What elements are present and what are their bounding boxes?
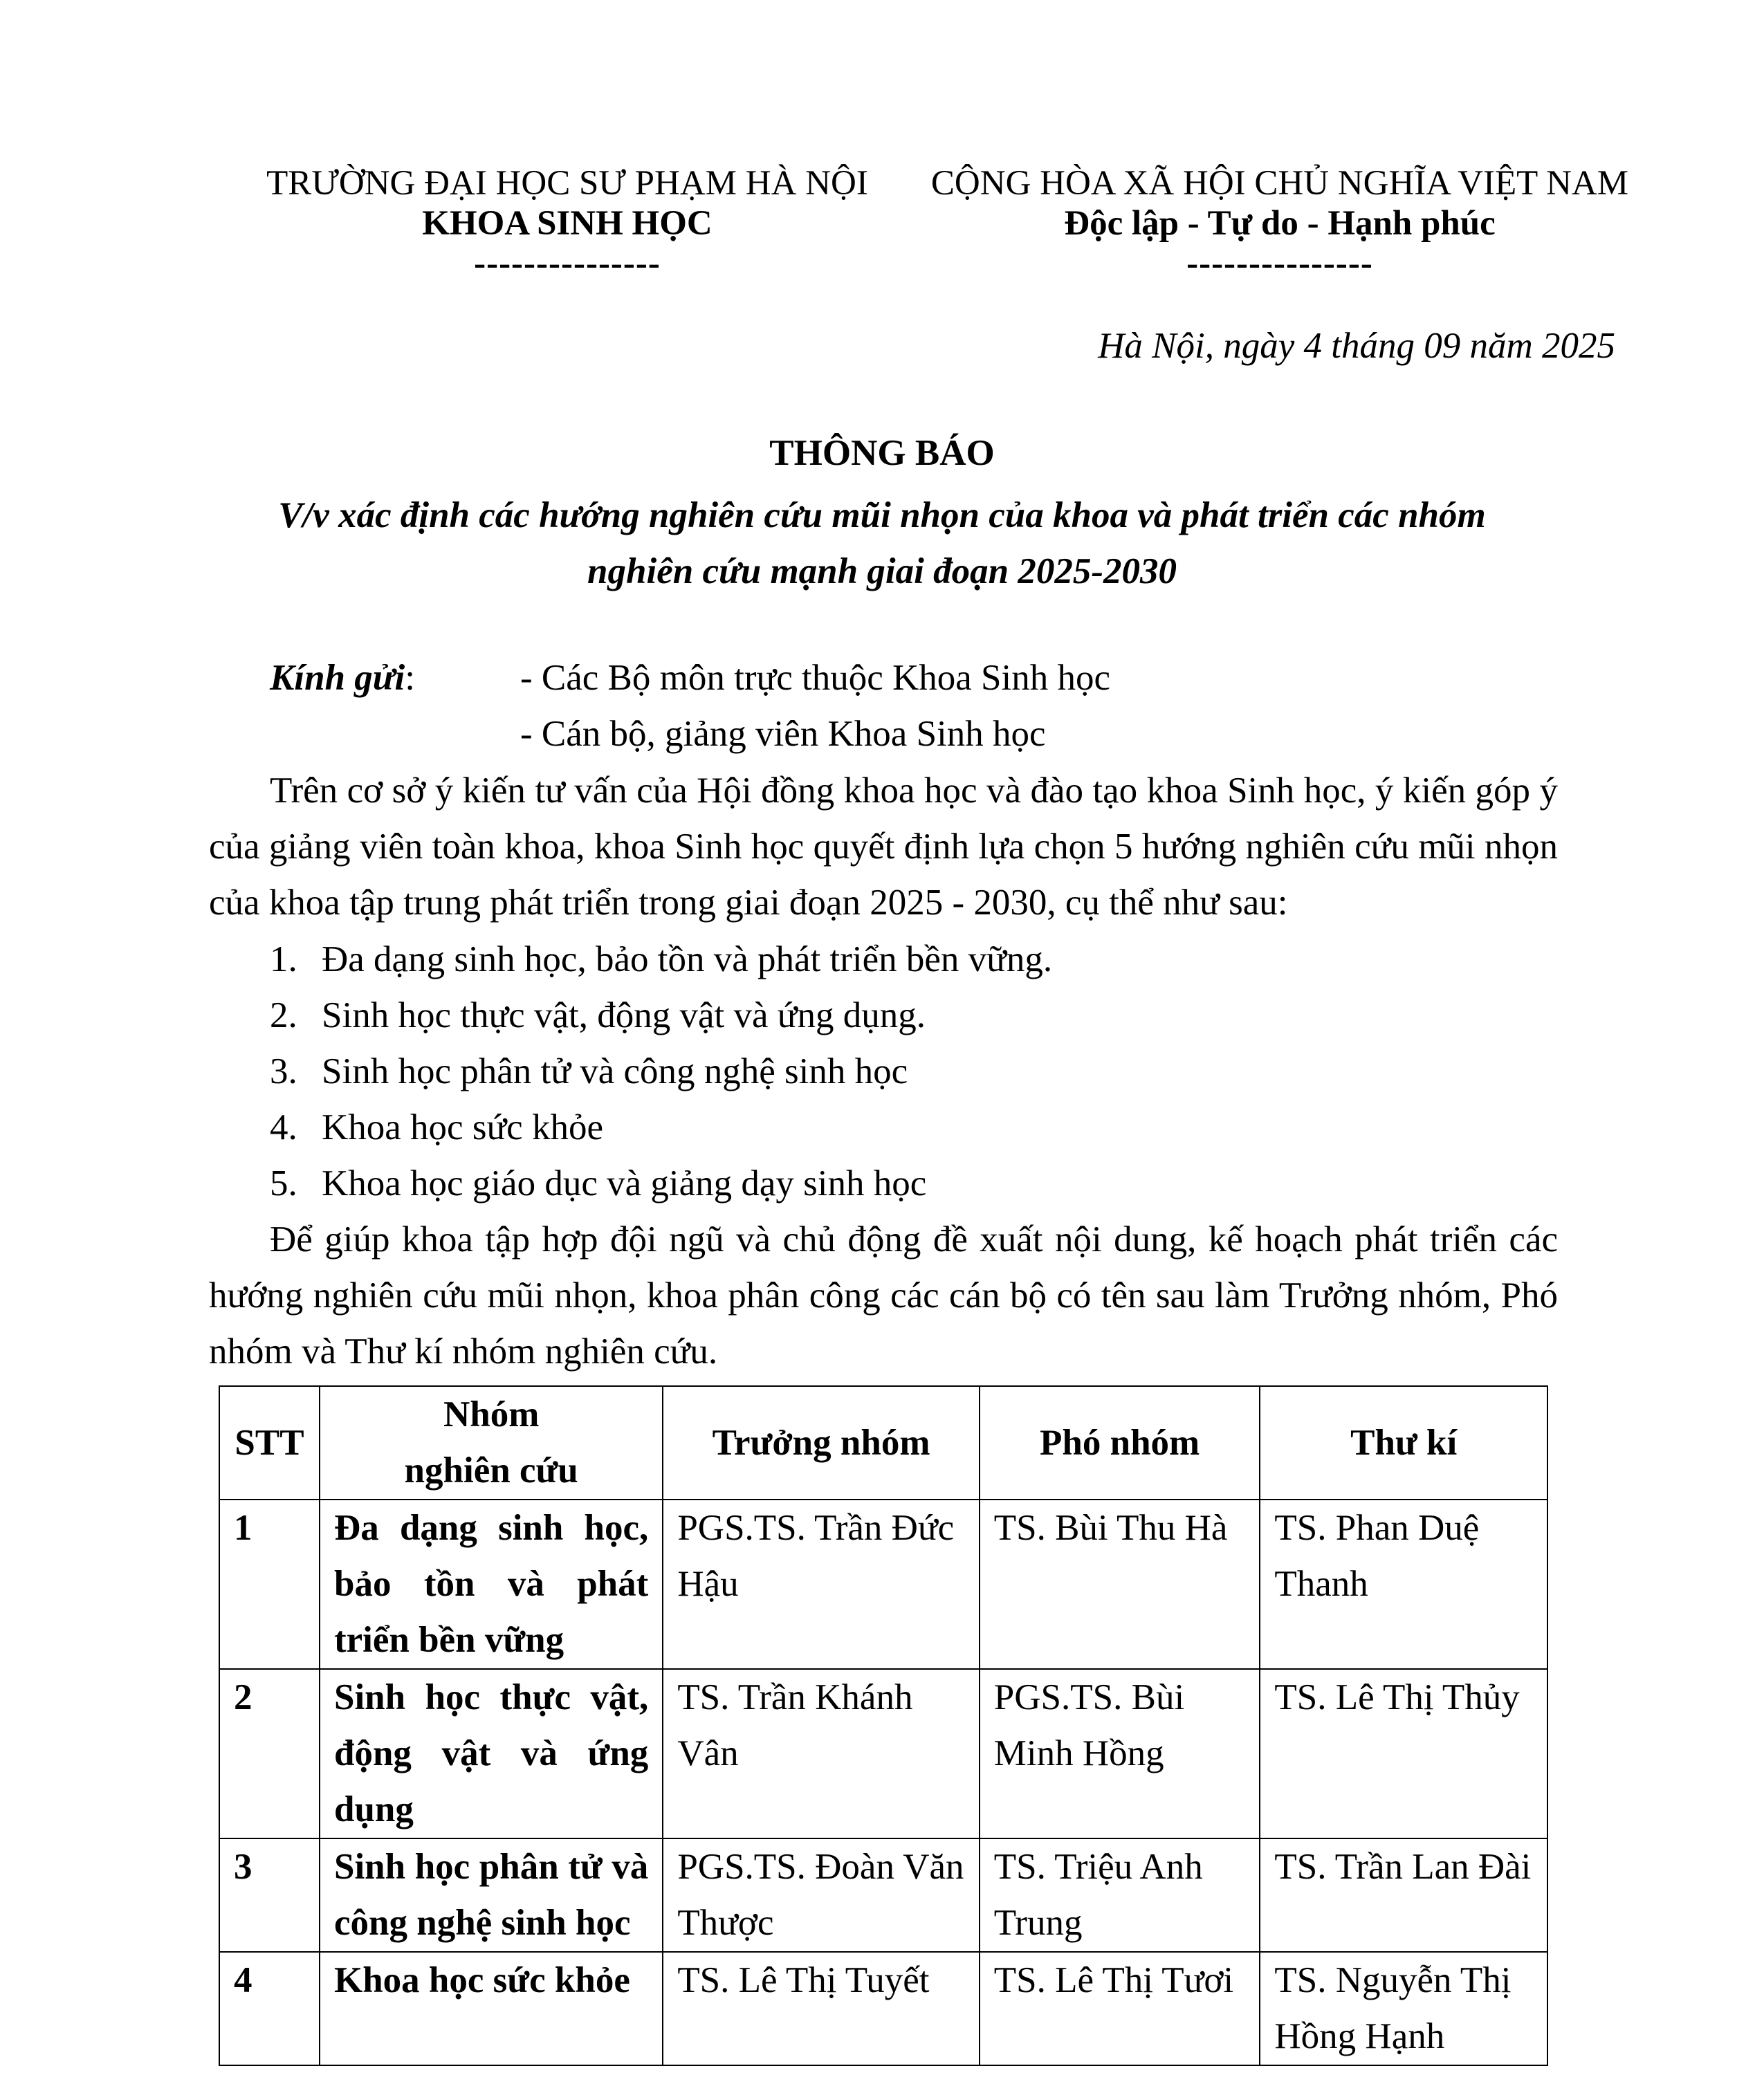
cell-leader: PGS.TS. Đoàn Văn Thược bbox=[663, 1838, 979, 1952]
list-item-number: 1. bbox=[270, 939, 297, 979]
research-directions-list bbox=[270, 932, 1052, 1212]
document-title: THÔNG BÁO bbox=[769, 433, 995, 473]
recipient-item: - Các Bộ môn trực thuộc Khoa Sinh học bbox=[520, 658, 1111, 698]
list-item-text: Khoa học giáo dục và giảng dạy sinh học bbox=[322, 1163, 927, 1204]
cell-secretary: TS. Trần Lan Đài bbox=[1260, 1838, 1547, 1952]
recipient-item: - Cán bộ, giảng viên Khoa Sinh học bbox=[520, 714, 1046, 754]
list-item bbox=[270, 1044, 1052, 1100]
document-date: Hà Nội, ngày 4 tháng 09 năm 2025 bbox=[1098, 326, 1615, 366]
cell-stt: 3 bbox=[219, 1838, 320, 1952]
subject-line-1: V/v xác định các hướng nghiên cứu mũi nhọn của khoa và phát triển các nhóm bbox=[278, 495, 1486, 535]
table-row bbox=[219, 1669, 1547, 1838]
list-item bbox=[270, 1156, 1052, 1212]
table-row bbox=[219, 1952, 1547, 2065]
cell-stt: 1 bbox=[219, 1500, 320, 1669]
cell-deputy: TS. Bùi Thu Hà bbox=[980, 1500, 1260, 1669]
table-header-row bbox=[219, 1386, 1547, 1500]
cell-deputy: TS. Lê Thị Tươi bbox=[980, 1952, 1260, 2065]
list-item-number: 2. bbox=[270, 995, 297, 1035]
cell-leader: PGS.TS. Trần Đức Hậu bbox=[663, 1500, 979, 1669]
cell-leader: TS. Lê Thị Tuyết bbox=[663, 1952, 979, 2065]
university-name: TRƯỜNG ĐẠI HỌC SƯ PHẠM HÀ NỘI bbox=[266, 164, 868, 203]
header-stt: STT bbox=[219, 1386, 320, 1500]
header-right-divider: --------------- bbox=[1186, 244, 1373, 283]
list-item-text: Sinh học phân tử và công nghệ sinh học bbox=[322, 1051, 908, 1091]
list-item-number: 5. bbox=[270, 1163, 297, 1204]
national-motto: Độc lập - Tự do - Hạnh phúc bbox=[1064, 204, 1496, 243]
header-deputy: Phó nhóm bbox=[980, 1386, 1260, 1500]
cell-deputy: PGS.TS. Bùi Minh Hồng bbox=[980, 1669, 1260, 1838]
assignment-paragraph: Để giúp khoa tập hợp đội ngũ và chủ động đề xuất nội dung, kế hoạch phát triển các hướng nghiên cứu mũi nhọn, khoa phân công các cán bộ có tên sau làm Trưởng nhóm, Phó nhóm và Thư kí nhóm nghiên cứu. bbox=[209, 1219, 1558, 1372]
research-groups-table bbox=[219, 1385, 1548, 2066]
faculty-name: KHOA SINH HỌC bbox=[422, 204, 713, 243]
list-item-number: 3. bbox=[270, 1051, 297, 1091]
header-secretary: Thư kí bbox=[1260, 1386, 1547, 1500]
cell-group: Sinh học phân tử và công nghệ sinh học bbox=[320, 1838, 663, 1952]
header-left-divider: --------------- bbox=[474, 244, 661, 283]
list-item-text: Sinh học thực vật, động vật và ứng dụng. bbox=[322, 995, 926, 1035]
national-header bbox=[927, 163, 1633, 284]
cell-secretary: TS. Nguyễn Thị Hồng Hạnh bbox=[1260, 1952, 1547, 2065]
cell-secretary: TS. Lê Thị Thủy bbox=[1260, 1669, 1547, 1838]
cell-leader: TS. Trần Khánh Vân bbox=[663, 1669, 979, 1838]
intro-paragraph: Trên cơ sở ý kiến tư vấn của Hội đồng khoa học và đào tạo khoa Sinh học, ý kiến góp ý của giảng viên toàn khoa, khoa Sinh học quyết định lựa chọn 5 hướng nghiên cứu mũi nhọn của khoa tập trung phát triển trong giai đoạn 2025 - 2030, cụ thể như sau: bbox=[209, 771, 1558, 923]
recipients-colon: : bbox=[405, 658, 415, 698]
list-item-text: Khoa học sức khỏe bbox=[322, 1107, 603, 1147]
header-leader: Trưởng nhóm bbox=[663, 1386, 979, 1500]
institution-header bbox=[235, 163, 899, 284]
recipients-label bbox=[270, 657, 415, 699]
list-item bbox=[270, 988, 1052, 1044]
cell-group: Đa dạng sinh học, bảo tồn và phát triển bền vững bbox=[320, 1500, 663, 1669]
header-group-line-1: Nhóm bbox=[443, 1394, 540, 1435]
cell-group: Khoa học sức khỏe bbox=[320, 1952, 663, 2065]
cell-stt: 2 bbox=[219, 1669, 320, 1838]
list-item-text: Đa dạng sinh học, bảo tồn và phát triển bền vững. bbox=[322, 939, 1053, 979]
list-item bbox=[270, 1100, 1052, 1156]
document-subject bbox=[208, 488, 1556, 600]
cell-deputy: TS. Triệu Anh Trung bbox=[980, 1838, 1260, 1952]
table-row bbox=[219, 1500, 1547, 1669]
list-item bbox=[270, 932, 1052, 988]
header-group bbox=[320, 1386, 663, 1500]
country-name: CỘNG HÒA XÃ HỘI CHỦ NGHĨA VIỆT NAM bbox=[930, 164, 1629, 203]
cell-group: Sinh học thực vật, động vật và ứng dụng bbox=[320, 1669, 663, 1838]
cell-stt: 4 bbox=[219, 1952, 320, 2065]
recipients-label-text: Kính gửi bbox=[270, 658, 405, 698]
header-group-line-2: nghiên cứu bbox=[404, 1450, 578, 1491]
subject-line-2: nghiên cứu mạnh giai đoạn 2025-2030 bbox=[587, 551, 1177, 591]
list-item-number: 4. bbox=[270, 1107, 297, 1147]
cell-secretary: TS. Phan Duệ Thanh bbox=[1260, 1500, 1547, 1669]
table-row bbox=[219, 1838, 1547, 1952]
